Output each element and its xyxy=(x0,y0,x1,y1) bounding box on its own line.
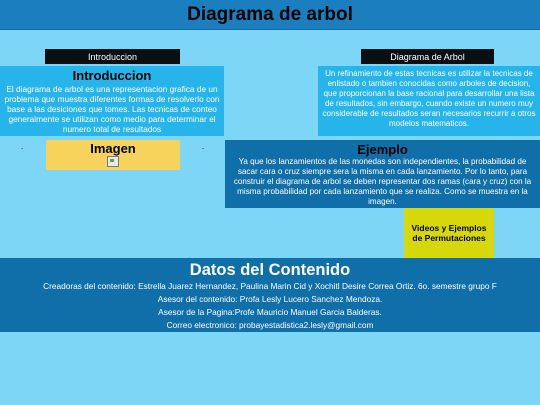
videos-permutaciones-label: Videos y Ejemplos de Permutaciones xyxy=(411,223,487,243)
datos-section xyxy=(0,258,540,332)
nav-diagrama-arbol-label: Diagrama de Arbol xyxy=(390,51,465,62)
creadoras-text: Creadoras del contenido: Estrella Juarez Hernandez, Paulina Marin Cid y Xochitl Desire Correa Ortiz. 6o. semestre grupo F xyxy=(43,281,497,291)
imagen-panel xyxy=(46,140,180,170)
ejemplo-text: Ya que los lanzamientos de las monedas son independientes, la probabilidad de sacar cara o cruz siempre sera la misma en cada lanzamiento. Por lo tanto, para construir el diagrama de arbol se deben representar dos ramas (cara y cruz) con la misma probabilidad por cada lanzamiento que se realiza. Como se muestra en la imagen. xyxy=(233,157,532,206)
intro-text: El diagrama de arbol es una representacion grafica de un problema que muestra diferentes formas de resolverlo con base a las desiciones que tomes. Las tecnicas de conteo generalmente se utilizan como medio para determinar el numero total de resultados xyxy=(4,84,220,134)
nav-diagrama-arbol-link[interactable] xyxy=(361,49,494,64)
decorative-dot: . xyxy=(202,142,205,151)
page-title: Diagrama de arbol xyxy=(187,3,353,25)
arbol-text: Un refinamiento de estas tecnicas es utilizar la tecnicas de enlistado o tambien conocidas como arboles de decision, que proporcionan la base racional para desarrollar una lista de resultados, sin embargo, cuando existe un numero muy considerable de resultados seran necesarios recurrir a otros modelos matematicos. xyxy=(322,69,536,128)
nav-introduccion-label: Introduccion xyxy=(87,51,138,62)
correo-text: Correo electronico: probayestadistica2.lesly@gmail.com xyxy=(166,320,374,330)
datos-title: Datos del Contenido xyxy=(189,261,351,279)
asesor-pagina-text: Asesor de la Pagina:Profe Mauricio Manuel Garcia Balderas. xyxy=(158,307,382,317)
ejemplo-title: Ejemplo xyxy=(357,142,408,157)
broken-image-icon xyxy=(107,156,119,167)
page-header xyxy=(0,0,540,30)
decorative-dot: . xyxy=(21,142,24,151)
ejemplo-panel xyxy=(225,140,540,208)
arbol-panel xyxy=(318,66,540,136)
intro-panel xyxy=(0,66,224,136)
imagen-title: Imagen xyxy=(90,141,136,156)
asesor-contenido-text: Asesor del contenido: Profa Lesly Lucero Sanchez Mendoza. xyxy=(157,294,383,304)
videos-permutaciones-button[interactable] xyxy=(404,208,494,258)
nav-introduccion-link[interactable] xyxy=(45,49,180,64)
intro-title: Introduccion xyxy=(72,68,152,83)
